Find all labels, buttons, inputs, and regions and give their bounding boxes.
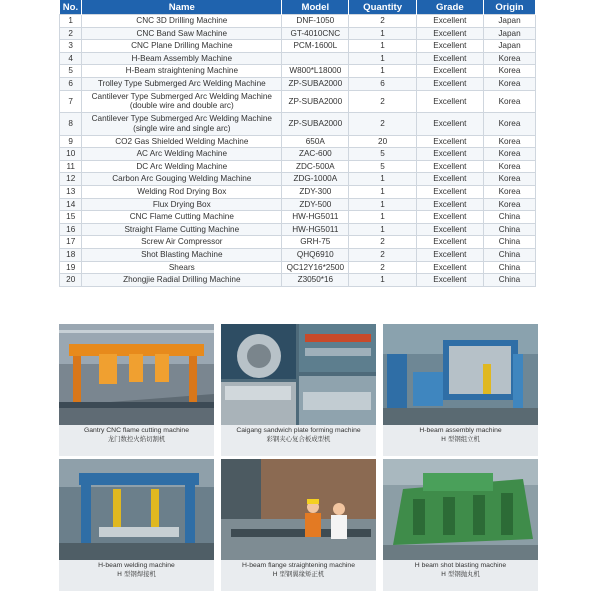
cell-model: Z3050*16: [282, 274, 349, 287]
table-row: [60, 274, 536, 287]
col-header-name: Name: [82, 0, 282, 15]
cell-no: 15: [60, 211, 82, 224]
cell-name: DC Arc Welding Machine: [82, 160, 282, 173]
cell-grade: Excellent: [416, 274, 483, 287]
photo-hbeam-straightening-machine: [221, 459, 376, 560]
photo-flame-cutting-machine: [59, 324, 214, 425]
cell-origin: Korea: [483, 185, 535, 198]
cell-origin: China: [483, 274, 535, 287]
cell-quantity: 1: [349, 198, 416, 211]
cell-name-line2: (single wire and single arc): [133, 123, 231, 133]
photo-shot-blasting-machine: [383, 459, 538, 560]
table-row: [60, 77, 536, 90]
cell-grade: Excellent: [416, 113, 483, 136]
cell-model: HW-HG5011: [282, 223, 349, 236]
cell-no: 11: [60, 160, 82, 173]
cell-origin: Japan: [483, 27, 535, 40]
table-row: [60, 148, 536, 161]
cell-name: CNC Flame Cutting Machine: [82, 211, 282, 224]
cell-origin: Korea: [483, 135, 535, 148]
cell-name: AC Arc Welding Machine: [82, 148, 282, 161]
cell-no: 7: [60, 90, 82, 113]
cell-quantity: 1: [349, 40, 416, 53]
cell-origin: Korea: [483, 198, 535, 211]
cell-origin: Korea: [483, 52, 535, 65]
cell-quantity: 5: [349, 148, 416, 161]
gallery-card-sandwich-plate: [221, 324, 376, 456]
cell-model: ZDC-500A: [282, 160, 349, 173]
cell-no: 6: [60, 77, 82, 90]
photo-hbeam-assembly-machine: [383, 324, 538, 425]
cell-quantity: 1: [349, 223, 416, 236]
cell-quantity: 1: [349, 52, 416, 65]
cell-model: GRH-75: [282, 236, 349, 249]
gallery-card-flame-cutting: [59, 324, 214, 456]
col-header-quantity: Quantity: [349, 0, 416, 15]
cell-no: 19: [60, 261, 82, 274]
photo-sandwich-plate-machine: [221, 324, 376, 425]
cell-quantity: 20: [349, 135, 416, 148]
col-header-origin: Origin: [483, 0, 535, 15]
cell-origin: Korea: [483, 65, 535, 78]
cell-grade: Excellent: [416, 211, 483, 224]
cell-name: Screw Air Compressor: [82, 236, 282, 249]
cell-quantity: 2: [349, 90, 416, 113]
cell-origin: Korea: [483, 148, 535, 161]
cell-model: ZP-SUBA2000: [282, 113, 349, 136]
cell-origin: Korea: [483, 173, 535, 186]
cell-quantity: 1: [349, 65, 416, 78]
cell-quantity: 2: [349, 248, 416, 261]
table-row: [60, 261, 536, 274]
cell-grade: Excellent: [416, 65, 483, 78]
caption-shot-blasting: H beam shot blasting machine H 型钢抛丸机: [414, 562, 507, 578]
cell-origin: China: [483, 211, 535, 224]
cell-no: 1: [60, 15, 82, 28]
cell-grade: Excellent: [416, 148, 483, 161]
cell-grade: Excellent: [416, 236, 483, 249]
cell-origin: China: [483, 236, 535, 249]
equipment-table: [59, 0, 536, 287]
cell-no: 8: [60, 113, 82, 136]
col-header-no: No.: [60, 0, 82, 15]
cell-origin: China: [483, 248, 535, 261]
cell-name: CO2 Gas Shielded Welding Machine: [82, 135, 282, 148]
photo-hbeam-welding-machine: [59, 459, 214, 560]
cell-name: Carbon Arc Gouging Welding Machine: [82, 173, 282, 186]
cell-model: DNF-1050: [282, 15, 349, 28]
caption-hbeam-straightening: H-beam flange straightening machine H 型钢翼缘矫正机: [242, 562, 355, 578]
cell-name-line1: Cantilever Type Submerged Arc Welding Machine: [91, 114, 272, 124]
cell-no: 12: [60, 173, 82, 186]
cell-origin: Korea: [483, 90, 535, 113]
table-row: [60, 211, 536, 224]
table-row: [60, 52, 536, 65]
cell-quantity: 2: [349, 236, 416, 249]
caption-hbeam-welding: H-beam welding machine H 型钢焊接机: [98, 562, 175, 578]
cell-model: HW-HG5011: [282, 211, 349, 224]
cell-no: 10: [60, 148, 82, 161]
cell-name: CNC Band Saw Machine: [82, 27, 282, 40]
table-row: [60, 198, 536, 211]
cell-quantity: 2: [349, 261, 416, 274]
cell-quantity: 1: [349, 211, 416, 224]
cell-name: Flux Drying Box: [82, 198, 282, 211]
cell-model: ZDG-1000A: [282, 173, 349, 186]
cell-origin: China: [483, 261, 535, 274]
table-header-row: [60, 0, 536, 15]
cell-model: GT-4010CNC: [282, 27, 349, 40]
cell-name: Straight Flame Cutting Machine: [82, 223, 282, 236]
cell-name: CNC Plane Drilling Machine: [82, 40, 282, 53]
cell-origin: Korea: [483, 77, 535, 90]
cell-quantity: 1: [349, 27, 416, 40]
table-row: [60, 90, 536, 113]
cell-name-line2: (double wire and double arc): [129, 101, 234, 111]
cell-no: 4: [60, 52, 82, 65]
cell-grade: Excellent: [416, 261, 483, 274]
cell-no: 9: [60, 135, 82, 148]
cell-no: 3: [60, 40, 82, 53]
cell-name: CNC 3D Drilling Machine: [82, 15, 282, 28]
table-row: [60, 248, 536, 261]
cell-quantity: 1: [349, 173, 416, 186]
cell-name: H-Beam straightening Machine: [82, 65, 282, 78]
cell-grade: Excellent: [416, 173, 483, 186]
cell-origin: Korea: [483, 160, 535, 173]
cell-grade: Excellent: [416, 160, 483, 173]
cell-grade: Excellent: [416, 248, 483, 261]
cell-name-line1: Cantilever Type Submerged Arc Welding Machine: [91, 91, 272, 101]
cell-model: ZAC-600: [282, 148, 349, 161]
cell-name: Shears: [82, 261, 282, 274]
cell-quantity: 5: [349, 160, 416, 173]
caption-flame-cutting: Gantry CNC flame cutting machine 龙门数控火焰切割机: [83, 427, 189, 443]
table-row: [60, 27, 536, 40]
table-row: [60, 173, 536, 186]
cell-name: [82, 113, 282, 136]
cell-grade: Excellent: [416, 77, 483, 90]
gallery-card-shot-blasting: [383, 459, 538, 591]
cell-model: [282, 52, 349, 65]
cell-model: 650A: [282, 135, 349, 148]
cell-grade: Excellent: [416, 90, 483, 113]
cell-origin: Japan: [483, 40, 535, 53]
cell-origin: China: [483, 223, 535, 236]
cell-model: ZDY-500: [282, 198, 349, 211]
cell-name: Trolley Type Submerged Arc Welding Machine: [82, 77, 282, 90]
cell-origin: Korea: [483, 113, 535, 136]
cell-quantity: 2: [349, 113, 416, 136]
cell-quantity: 6: [349, 77, 416, 90]
cell-name: Zhongjie Radial Drilling Machine: [82, 274, 282, 287]
table-row: [60, 223, 536, 236]
table-row: [60, 65, 536, 78]
cell-model: PCM-1600L: [282, 40, 349, 53]
table-row: [60, 40, 536, 53]
cell-grade: Excellent: [416, 27, 483, 40]
gallery-card-hbeam-assembly: [383, 324, 538, 456]
cell-model: QC12Y16*2500: [282, 261, 349, 274]
table-row: [60, 135, 536, 148]
cell-model: ZP-SUBA2000: [282, 77, 349, 90]
cell-no: 13: [60, 185, 82, 198]
caption-hbeam-assembly: H-beam assembly machine H 型钢组立机: [419, 427, 502, 443]
cell-name: Shot Blasting Machine: [82, 248, 282, 261]
cell-no: 16: [60, 223, 82, 236]
cell-model: ZP-SUBA2000: [282, 90, 349, 113]
table-row: [60, 160, 536, 173]
cell-model: W800*L18000: [282, 65, 349, 78]
cell-model: QHQ6910: [282, 248, 349, 261]
cell-no: 20: [60, 274, 82, 287]
cell-quantity: 1: [349, 185, 416, 198]
cell-grade: Excellent: [416, 135, 483, 148]
cell-grade: Excellent: [416, 223, 483, 236]
cell-grade: Excellent: [416, 40, 483, 53]
cell-grade: Excellent: [416, 52, 483, 65]
cell-no: 5: [60, 65, 82, 78]
cell-quantity: 2: [349, 15, 416, 28]
cell-name: H-Beam Assembly Machine: [82, 52, 282, 65]
table-row: [60, 113, 536, 136]
col-header-model: Model: [282, 0, 349, 15]
cell-grade: Excellent: [416, 15, 483, 28]
col-header-grade: Grade: [416, 0, 483, 15]
cell-origin: Japan: [483, 15, 535, 28]
cell-model: ZDY-300: [282, 185, 349, 198]
cell-quantity: 1: [349, 274, 416, 287]
cell-no: 18: [60, 248, 82, 261]
cell-no: 17: [60, 236, 82, 249]
table-row: [60, 15, 536, 28]
table-row: [60, 185, 536, 198]
table-row: [60, 236, 536, 249]
cell-name: [82, 90, 282, 113]
gallery-card-hbeam-straightening: [221, 459, 376, 591]
gallery-card-hbeam-welding: [59, 459, 214, 591]
cell-no: 14: [60, 198, 82, 211]
cell-grade: Excellent: [416, 198, 483, 211]
cell-grade: Excellent: [416, 185, 483, 198]
cell-no: 2: [60, 27, 82, 40]
caption-sandwich-plate: Caigang sandwich plate forming machine 彩钢夹心复合板成型机: [236, 427, 361, 443]
cell-name: Welding Rod Drying Box: [82, 185, 282, 198]
